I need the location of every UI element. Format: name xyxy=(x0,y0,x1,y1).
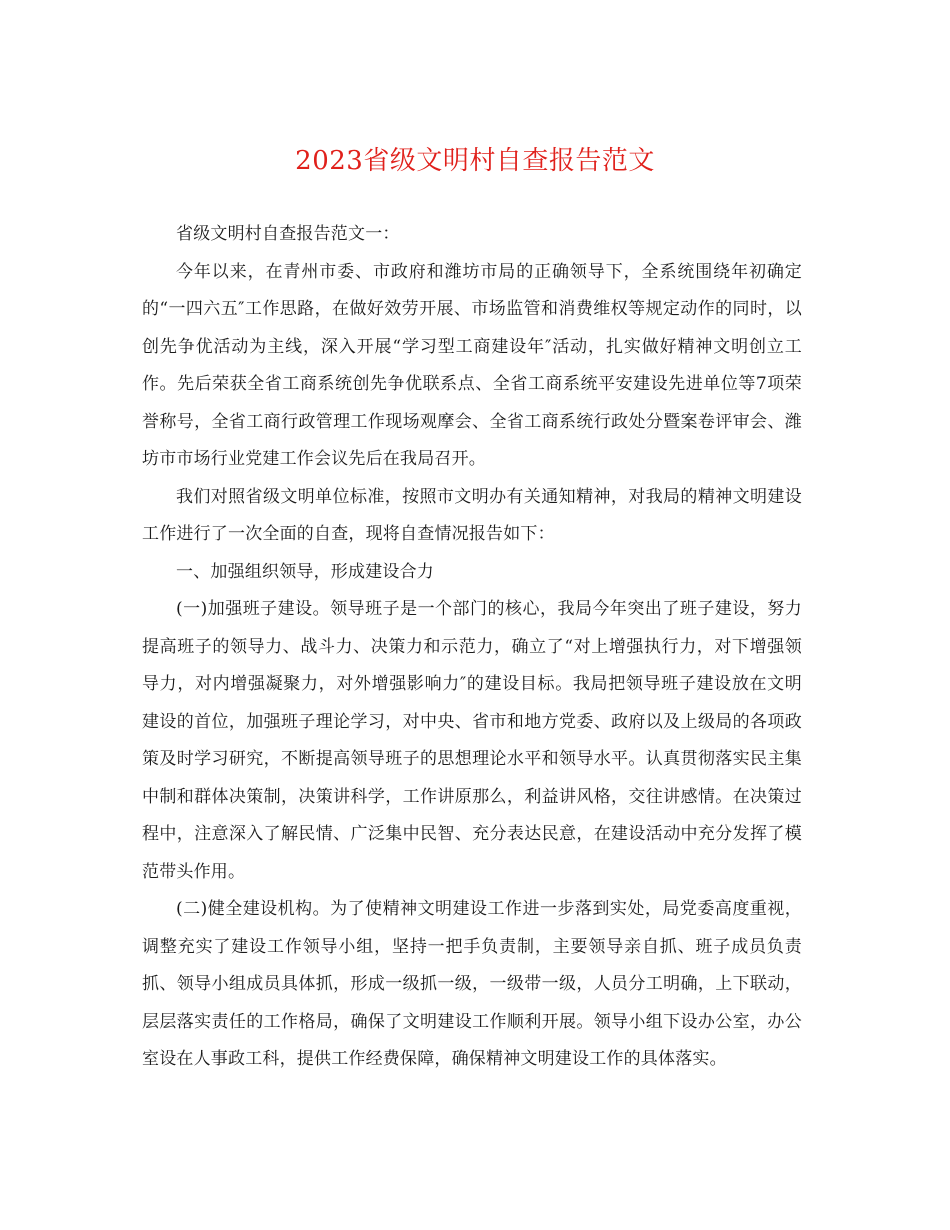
paragraph-self-check: 我们对照省级文明单位标准，按照市文明办有关通知精神，对我局的精神文明建设工作进行了一次全面的自查，现将自查情况报告如下： xyxy=(142,486,802,544)
paragraph-leadership: (一)加强班子建设。领导班子是一个部门的核心，我局今年突出了班子建设，努力提高班子的领导力、战斗力、决策力和示范力，确立了“对上增强执行力，对下增强领导力，对内增强凝聚力，对外增强影响力″的建设目标。我局把领导班子建设放在文明建设的首位，加强班子理论学习，对中央、省市和地方党委、政府以及上级局的各项政策及时学习研究，不断提高领导班子的思想理论水平和领导水平。认真贯彻落实民主集中制和群体决策制，决策讲科学，工作讲原那么，利益讲风格，交往讲感情。在决策过程中，注意深入了解民情、广泛集中民智、充分表达民意，在建设活动中充分发挥了模范带头作用。 xyxy=(142,599,802,882)
document-body xyxy=(142,216,802,1079)
document-title: 2023省级文明村自查报告范文 xyxy=(295,146,655,176)
section-heading-1: 一、加强组织领导，形成建设合力 xyxy=(176,561,434,582)
paragraph-subtitle: 省级文明村自查报告范文一： xyxy=(176,224,400,244)
paragraph-intro: 今年以来，在青州市委、市政府和潍坊市局的正确领导下，全系统围绕年初确定的“一四六五″工作思路，在做好效劳开展、市场监管和消费维权等规定动作的同时，以创先争优活动为主线，深入开展“学习型工商建设年″活动，扎实做好精神文明创立工作。先后荣获全省工商系统创先争优联系点、全省工商系统平安建设先进单位等7项荣誉称号，全省工商行政管理工作现场观摩会、全省工商系统行政处分暨案卷评审会、潍坊市市场行业党建工作会议先后在我局召开。 xyxy=(142,261,802,469)
paragraph-organization: (二)健全建设机构。为了使精神文明建设工作进一步落到实处，局党委高度重视，调整充实了建设工作领导小组，坚持一把手负责制，主要领导亲自抓、班子成员负责抓、领导小组成员具体抓，形成一级抓一级，一级带一级，人员分工明确，上下联动，层层落实责任的工作格局，确保了文明建设工作顺利开展。领导小组下设办公室，办公室设在人事政工科，提供工作经费保障，确保精神文明建设工作的具体落实。 xyxy=(142,899,802,1069)
